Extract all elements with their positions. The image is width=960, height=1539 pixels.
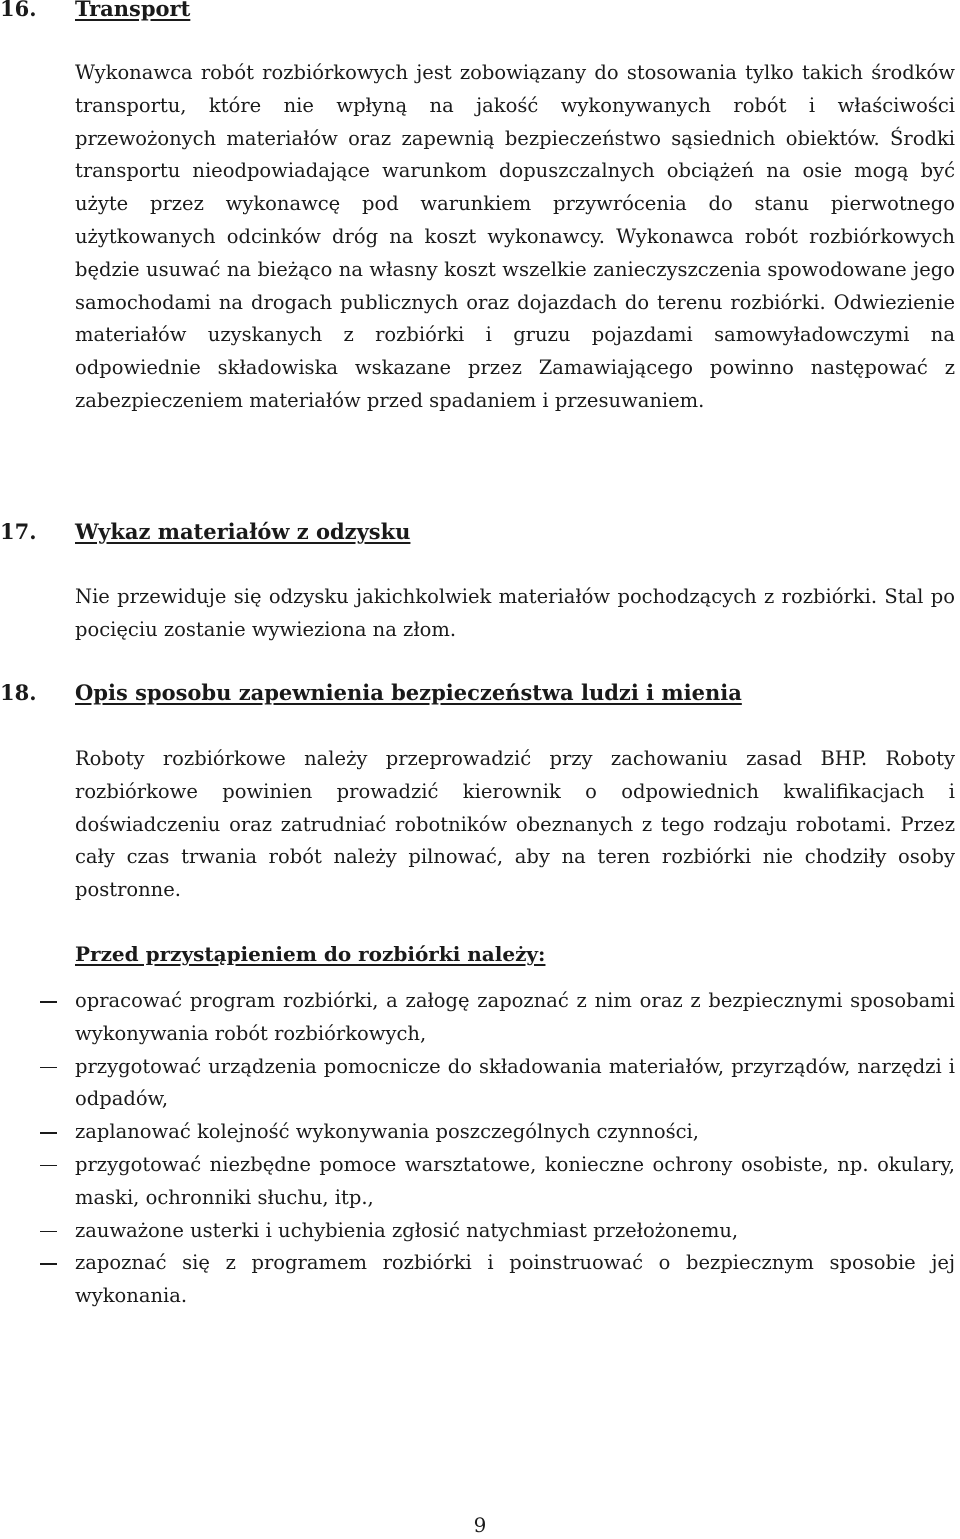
list-item bbox=[0, 1247, 955, 1313]
before-demolition-heading: Przed przystąpieniem do rozbiórki należy: bbox=[75, 942, 546, 966]
list-item bbox=[0, 1051, 955, 1117]
list-item-text: opracować program rozbiórki, a załogę zapoznać z nim oraz z bezpiecznymi sposobami wykonywania robót rozbiórkowych, bbox=[75, 989, 955, 1045]
dash-bullet-icon bbox=[40, 1067, 57, 1069]
section-17-title: Wykaz materiałów z odzysku bbox=[75, 519, 411, 544]
list-item bbox=[0, 1215, 955, 1248]
list-item-text: przygotować niezbędne pomoce warsztatowe, konieczne ochrony osobiste, np. okulary, maski, ochronniki słuchu, itp., bbox=[75, 1152, 955, 1209]
section-18-title: Opis sposobu zapewnienia bezpieczeństwa ludzi i mienia bbox=[75, 680, 742, 705]
section-18-number: 18. bbox=[0, 680, 37, 705]
list-item bbox=[0, 1116, 955, 1149]
dash-bullet-icon bbox=[40, 1263, 57, 1265]
list-item-text: zaplanować kolejność wykonywania poszczególnych czynności, bbox=[75, 1120, 699, 1144]
section-17-number: 17. bbox=[0, 519, 37, 544]
before-demolition-list bbox=[0, 985, 955, 1313]
section-16-title: Transport bbox=[75, 0, 191, 21]
dash-bullet-icon bbox=[40, 1165, 57, 1167]
list-item-text: zapoznać się z programem rozbiórki i poinstruować o bezpiecznym sposobie jej wykonania. bbox=[75, 1251, 955, 1308]
list-item-text: zauważone usterki i uchybienia zgłosić natychmiast przełożonemu, bbox=[75, 1218, 739, 1242]
section-17-paragraph: Nie przewiduje się odzysku jakichkolwiek materiałów pochodzących z rozbiórki. Stal po pocięciu zostanie wywieziona na złom. bbox=[75, 585, 955, 641]
list-item bbox=[0, 985, 955, 1051]
section-18-paragraph: Roboty rozbiórkowe należy przeprowadzić przy zachowaniu zasad BHP. Roboty rozbiórkowe powinien prowadzić kierownik o odpowiednich kwalifikacjach i doświadczeniu oraz zatrudniać robotników obeznanych z tego rodzaju robotami. Przez cały czas trwania robót należy pilnować, aby na teren rozbiórki nie chodziły osoby postronne. bbox=[75, 747, 955, 902]
list-item-text: przygotować urządzenia pomocnicze do składowania materiałów, przyrządów, narzędzi i odpadów, bbox=[75, 1054, 955, 1111]
section-16-paragraph: Wykonawca robót rozbiórkowych jest zobowiązany do stosowania tylko takich środków transportu, które nie wpłyną na jakość wykonywanych robót i właściwości przewożonych materiałów oraz zapewnią bezpieczeństwo sąsiednich obiektów. Środki transportu nieodpowiadające warunkom dopuszczalnych obciążeń na osie mogą być użyte przez wykonawcę pod warunkiem przywrócenia do stanu pierwotnego użytkowanych odcinków dróg na koszt wykonawcy. Wykonawca robót rozbiórkowych będzie usuwać na bieżąco na własny koszt wszelkie zanieczyszczenia spowodowane jego samochodami na drogach publicznych oraz dojazdach do terenu rozbiórki. Odwiezienie materiałów uzyskanych z rozbiórki i gruzu pojazdami samowyładowczymi na odpowiednie składowiska wskazane przez Zamawiającego powinno następować z zabezpieczeniem materiałów przed spadaniem i przesuwaniem. bbox=[75, 61, 955, 412]
dash-bullet-icon bbox=[40, 1231, 57, 1233]
section-16-number: 16. bbox=[0, 0, 37, 21]
dash-bullet-icon bbox=[40, 1001, 57, 1003]
page-number: 9 bbox=[473, 1513, 487, 1537]
list-item bbox=[0, 1149, 955, 1215]
dash-bullet-icon bbox=[40, 1132, 57, 1134]
